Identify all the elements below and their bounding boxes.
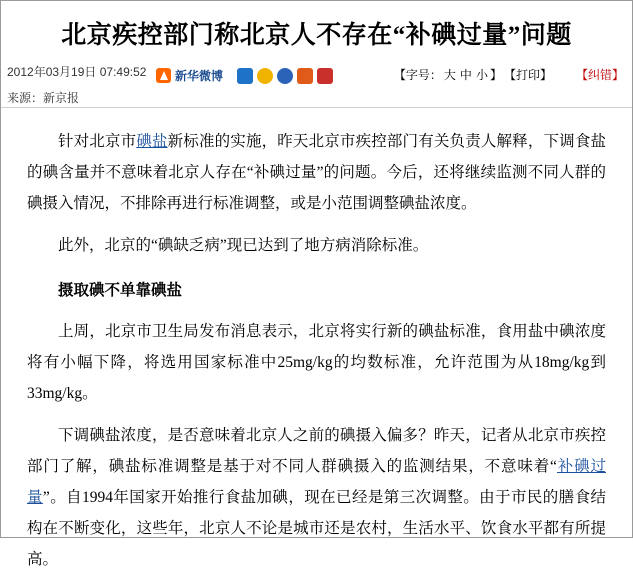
text-run: 新标准的实施，昨天北京市疾控部门有关负责人解释，下调食盐的碘含量并不意味着北京人存在“补碘过量”的问题。今后，还将继续监测不同人群的碘摄入情况，不排除再进行标准调整，或是小范围调整碘盐浓度。 xyxy=(27,133,606,212)
source-line xyxy=(7,89,187,106)
source-label: 来源： xyxy=(7,91,44,105)
sina-icon[interactable] xyxy=(317,68,333,84)
print-button[interactable]: 【打印】 xyxy=(509,68,552,82)
fontsize-control xyxy=(394,68,502,82)
renren-icon[interactable] xyxy=(277,68,293,84)
homepage-icon[interactable] xyxy=(297,68,313,84)
text-run: 摄取碘不单靠碘盐 xyxy=(58,282,183,299)
title-bar xyxy=(1,1,632,61)
inline-link[interactable]: 碘盐 xyxy=(136,133,168,150)
share-bar xyxy=(156,67,333,84)
fontsize-medium[interactable]: 中 xyxy=(459,68,472,82)
publish-timestamp: 2012年03月19日 07:49:52 xyxy=(7,65,147,79)
text-run: 此外，北京的“碘缺乏病”现已达到了地方病消除标准。 xyxy=(58,237,429,254)
qq-icon[interactable] xyxy=(257,68,273,84)
article-paragraph xyxy=(27,230,606,261)
text-run: 下调碘盐浓度，是否意味着北京人之前的碘摄入偏多？昨天，记者从北京市疾控部门了解，碘盐标准调整是基于对不同人群碘摄入的监测结果，不意味着“ xyxy=(27,427,606,475)
weibo-icon[interactable] xyxy=(156,68,171,83)
page-title: 北京疾控部门称北京人不存在“补碘过量”问题 xyxy=(61,22,572,49)
source-name: 新京报 xyxy=(43,91,80,105)
article-paragraph xyxy=(27,420,606,575)
fontsize-label: 【字号： xyxy=(393,68,442,82)
article-body xyxy=(1,108,632,575)
article-subheading xyxy=(27,275,606,306)
fontsize-small[interactable]: 小 xyxy=(475,68,488,82)
correction-button[interactable]: 【纠错】 xyxy=(581,68,624,82)
article-paragraph xyxy=(27,126,606,219)
article-paragraph xyxy=(27,316,606,409)
weibo-link[interactable]: 新华微博 xyxy=(175,69,224,83)
article-meta-bar xyxy=(1,61,632,108)
fontsize-large[interactable]: 大 xyxy=(443,68,456,82)
qzone-icon[interactable] xyxy=(237,68,253,84)
text-run: 上周，北京市卫生局发布消息表示，北京将实行新的碘盐标准，食用盐中碘浓度将有小幅下降，将选用国家标准中25mg/kg的均数标准，允许范围为从18mg/kg到33mg/kg。 xyxy=(27,323,606,402)
meta-right xyxy=(394,66,624,83)
inline-link[interactable]: 补碘过量 xyxy=(27,458,606,506)
fontsize-close: 】 xyxy=(489,68,502,82)
text-run: ”。自1994年国家开始推行食盐加碘，现在已经是第三次调整。由于市民的膳食结构在不断变化，这些年，北京人不论是城市还是农村，生活水平、饮食水平都有所提高。 xyxy=(27,489,606,568)
text-run: 针对北京市 xyxy=(58,133,137,150)
